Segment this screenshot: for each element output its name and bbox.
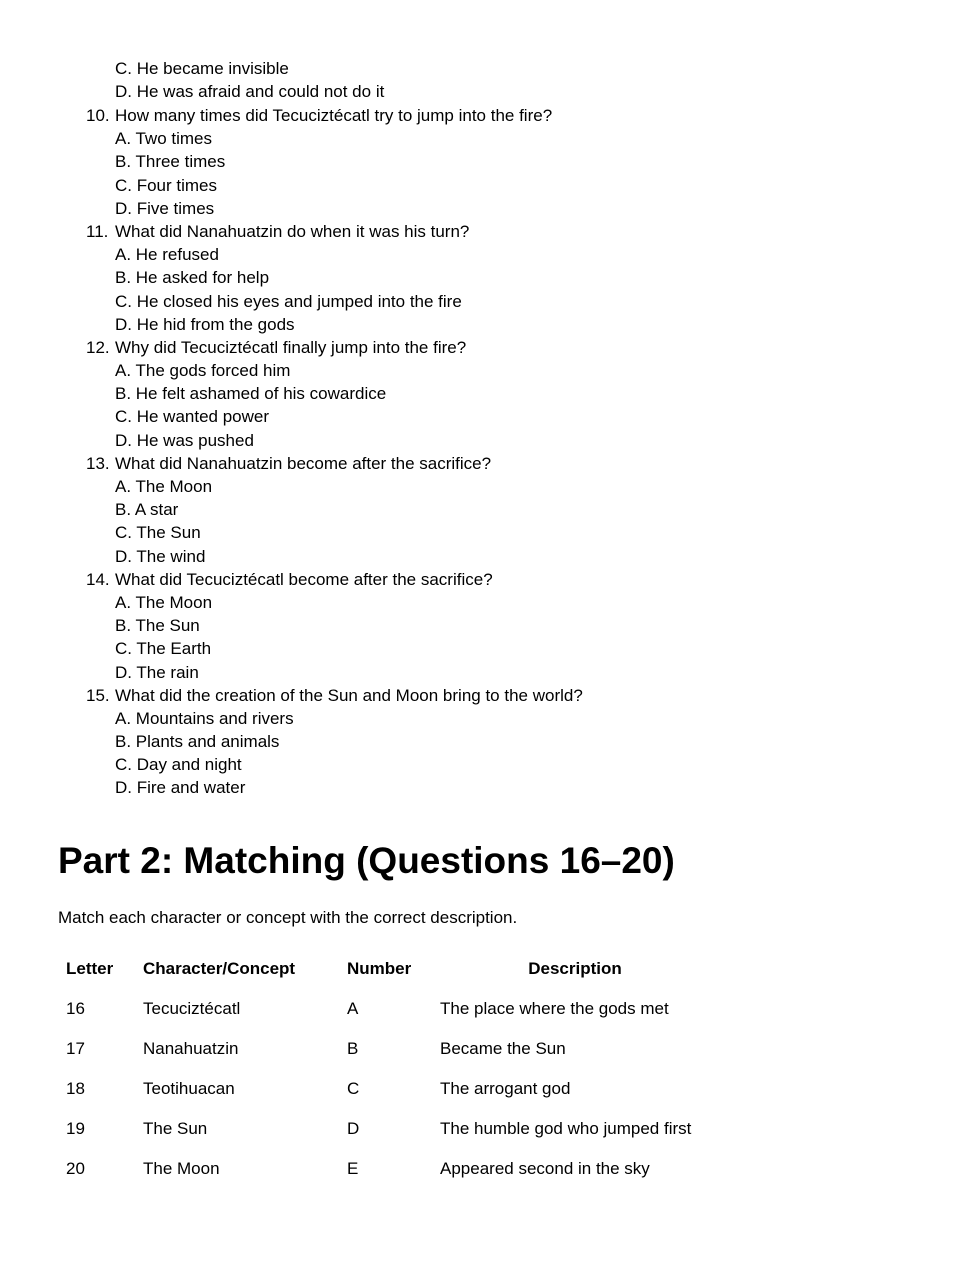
options-list: [86, 243, 583, 336]
header-description: Description: [528, 959, 622, 978]
cell-number: D: [347, 1119, 360, 1138]
table-row: [58, 1149, 710, 1189]
option-item: C. He wanted power: [115, 407, 270, 427]
options-list: [86, 359, 583, 452]
cell-concept: Teotihuacan: [143, 1079, 235, 1098]
cell-concept: Nanahuatzin: [143, 1039, 239, 1058]
table-row: [58, 1109, 710, 1149]
question-text: How many times did Tecuciztécatl try to jump into the fire?: [115, 106, 553, 125]
part2-instructions: Match each character or concept with the correct description.: [58, 908, 518, 927]
question-item: [86, 220, 583, 336]
cell-description: Appeared second in the sky: [440, 1159, 650, 1178]
cell-number: B: [347, 1039, 359, 1058]
option-item: D. The rain: [115, 662, 199, 682]
questions-list: [86, 104, 583, 800]
options-list: [86, 591, 583, 684]
question-text: What did Nanahuatzin do when it was his turn?: [115, 221, 470, 241]
option-item: C. The Sun: [115, 523, 201, 543]
cell-description: The arrogant god: [440, 1079, 571, 1098]
cell-number: E: [347, 1159, 359, 1178]
question-item: [86, 336, 583, 452]
table-row: [58, 1069, 710, 1109]
option-item: D. He was afraid and could not do it: [115, 82, 385, 102]
question-number: 13.: [86, 453, 110, 473]
cell-letter: 19: [66, 1119, 85, 1138]
option-item: C. Four times: [115, 175, 218, 195]
option-item: B. He asked for help: [115, 268, 270, 288]
option-item: B. The Sun: [115, 616, 200, 636]
table-row: [58, 989, 710, 1029]
question-text: What did Tecuciztécatl become after the sacrifice?: [115, 569, 493, 589]
cell-number: C: [347, 1079, 360, 1098]
option-item: C. The Earth: [115, 639, 212, 659]
cell-concept: The Sun: [143, 1119, 208, 1138]
question-number: 11.: [86, 221, 109, 241]
option-item: A. The Moon: [115, 477, 213, 496]
option-item: C. He became invisible: [115, 59, 289, 78]
cell-letter: 16: [66, 999, 85, 1018]
option-item: A. Two times: [115, 129, 212, 149]
option-item: D. He hid from the gods: [115, 314, 295, 334]
continued-options-list: [115, 57, 384, 103]
option-item: B. He felt ashamed of his cowardice: [115, 384, 387, 404]
cell-concept: The Moon: [143, 1159, 220, 1178]
cell-description: Became the Sun: [440, 1039, 566, 1058]
question-item: [86, 568, 583, 684]
option-item: D. He was pushed: [115, 430, 254, 450]
option-item: A. The Moon: [115, 592, 213, 612]
cell-number: A: [347, 999, 359, 1018]
question-item: [86, 452, 583, 568]
table-header-row: [58, 949, 710, 989]
question-number: 15.: [86, 685, 110, 705]
question-text: What did the creation of the Sun and Moon bring to the world?: [115, 685, 583, 705]
question-text: What did Nanahuatzin become after the sacrifice?: [115, 453, 492, 473]
header-letter: Letter: [66, 959, 114, 978]
table-row: [58, 1029, 710, 1069]
option-item: A. He refused: [115, 245, 219, 265]
option-item: A. The gods forced him: [115, 361, 291, 381]
header-number: Number: [347, 959, 412, 978]
question-item: [86, 104, 583, 220]
options-list: [86, 127, 583, 220]
cell-letter: 18: [66, 1079, 85, 1098]
option-item: D. Five times: [115, 198, 215, 218]
option-item: B. Plants and animals: [115, 732, 280, 752]
header-concept: Character/Concept: [143, 959, 296, 978]
question-number: 10.: [86, 106, 110, 125]
question-number: 14.: [86, 569, 110, 589]
question-number: 12.: [86, 337, 110, 357]
option-item: A. Mountains and rivers: [115, 708, 294, 728]
cell-concept: Tecuciztécatl: [143, 999, 241, 1018]
option-item: D. Fire and water: [115, 778, 246, 798]
matching-table: [58, 949, 710, 1189]
option-item: C. Day and night: [115, 755, 242, 775]
cell-letter: 20: [66, 1159, 85, 1178]
cell-description: The humble god who jumped first: [440, 1119, 692, 1138]
cell-description: The place where the gods met: [440, 999, 669, 1018]
options-list: [86, 707, 583, 800]
option-item: D. The wind: [115, 546, 206, 566]
options-list: [86, 475, 583, 568]
option-item: B. Three times: [115, 152, 226, 172]
option-item: B. A star: [115, 500, 179, 520]
part2-heading: Part 2: Matching (Questions 16–20): [58, 840, 675, 881]
cell-letter: 17: [66, 1039, 85, 1058]
question-text: Why did Tecuciztécatl finally jump into the fire?: [115, 337, 467, 357]
option-item: C. He closed his eyes and jumped into the fire: [115, 291, 462, 311]
question-item: [86, 684, 583, 800]
